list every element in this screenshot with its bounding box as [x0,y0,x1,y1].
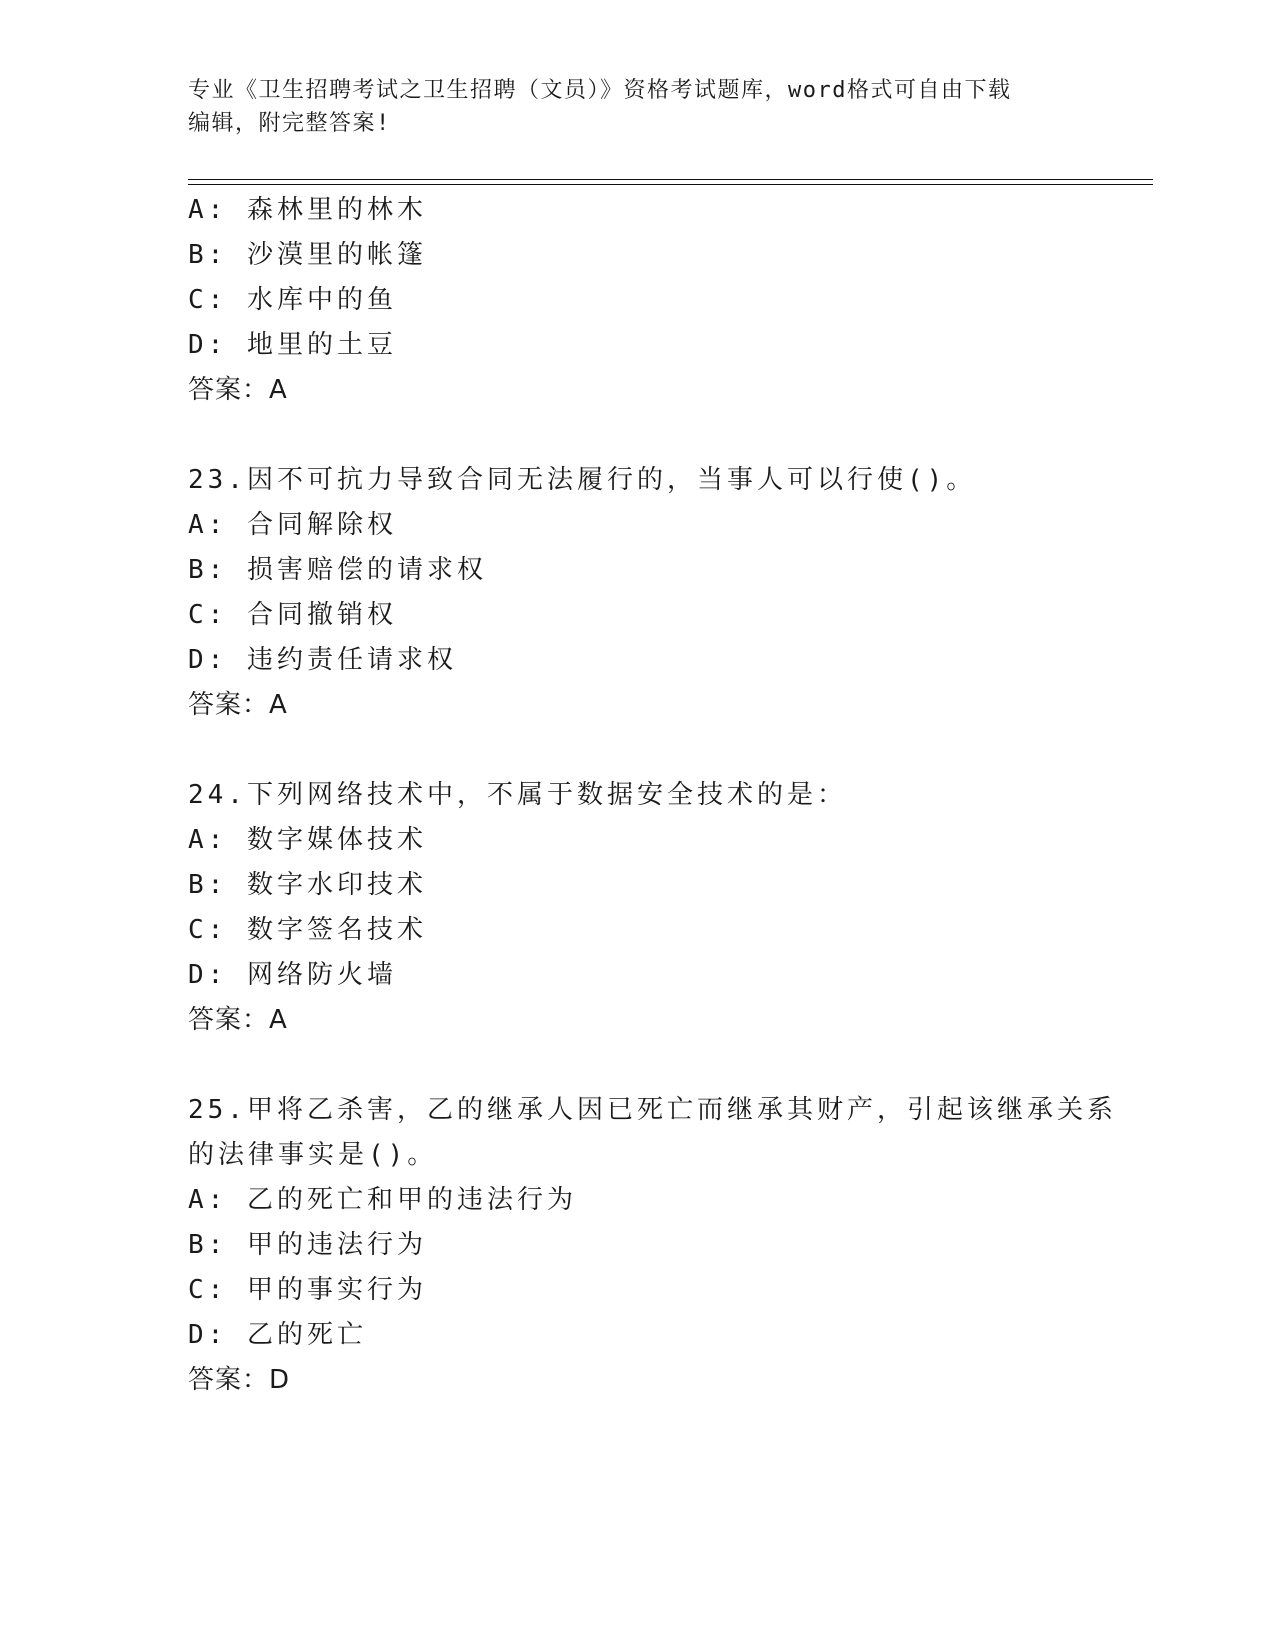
header-rule-top [188,179,1153,180]
q25-option-c: C: 甲的事实行为 [188,1275,427,1305]
header-line-2: 编辑，附完整答案! [188,111,391,136]
q24-question: 24.下列网络技术中，不属于数据安全技术的是： [188,780,847,810]
q24-option-c: C: 数字签名技术 [188,915,427,945]
q24-answer: 答案：A [188,1005,288,1035]
q24-option-d: D: 网络防火墙 [188,960,397,990]
q24-option-b: B: 数字水印技术 [188,870,427,900]
q25-option-d: D: 乙的死亡 [188,1320,367,1350]
q25-option-b: B: 甲的违法行为 [188,1230,427,1260]
header-line-1: 专业《卫生招聘考试之卫生招聘（文员）》资格考试题库，word格式可自由下载 [188,78,1012,103]
header-rule-bottom [188,184,1153,185]
q23-option-c: C: 合同撤销权 [188,600,397,630]
q23-answer: 答案：A [188,690,288,720]
document-header [188,74,1088,140]
q23-option-d: D: 违约责任请求权 [188,645,457,675]
q22-option-a: A: 森林里的林木 [188,195,427,225]
q23-option-a: A: 合同解除权 [188,510,397,540]
q22-option-b: B: 沙漠里的帐篷 [188,240,427,270]
q25-option-a: A: 乙的死亡和甲的违法行为 [188,1185,577,1215]
q25-question-line-2: 的法律事实是()。 [188,1140,438,1170]
q22-option-c: C: 水库中的鱼 [188,285,397,315]
q25-answer: 答案：D [188,1365,291,1395]
q23-question: 23.因不可抗力导致合同无法履行的，当事人可以行使()。 [188,465,977,495]
q25-question-line-1: 25.甲将乙杀害，乙的继承人因已死亡而继承其财产，引起该继承关系 [188,1095,1117,1125]
q22-answer: 答案：A [188,375,288,405]
q23-option-b: B: 损害赔偿的请求权 [188,555,487,585]
q24-option-a: A: 数字媒体技术 [188,825,427,855]
q22-option-d: D: 地里的土豆 [188,330,397,360]
